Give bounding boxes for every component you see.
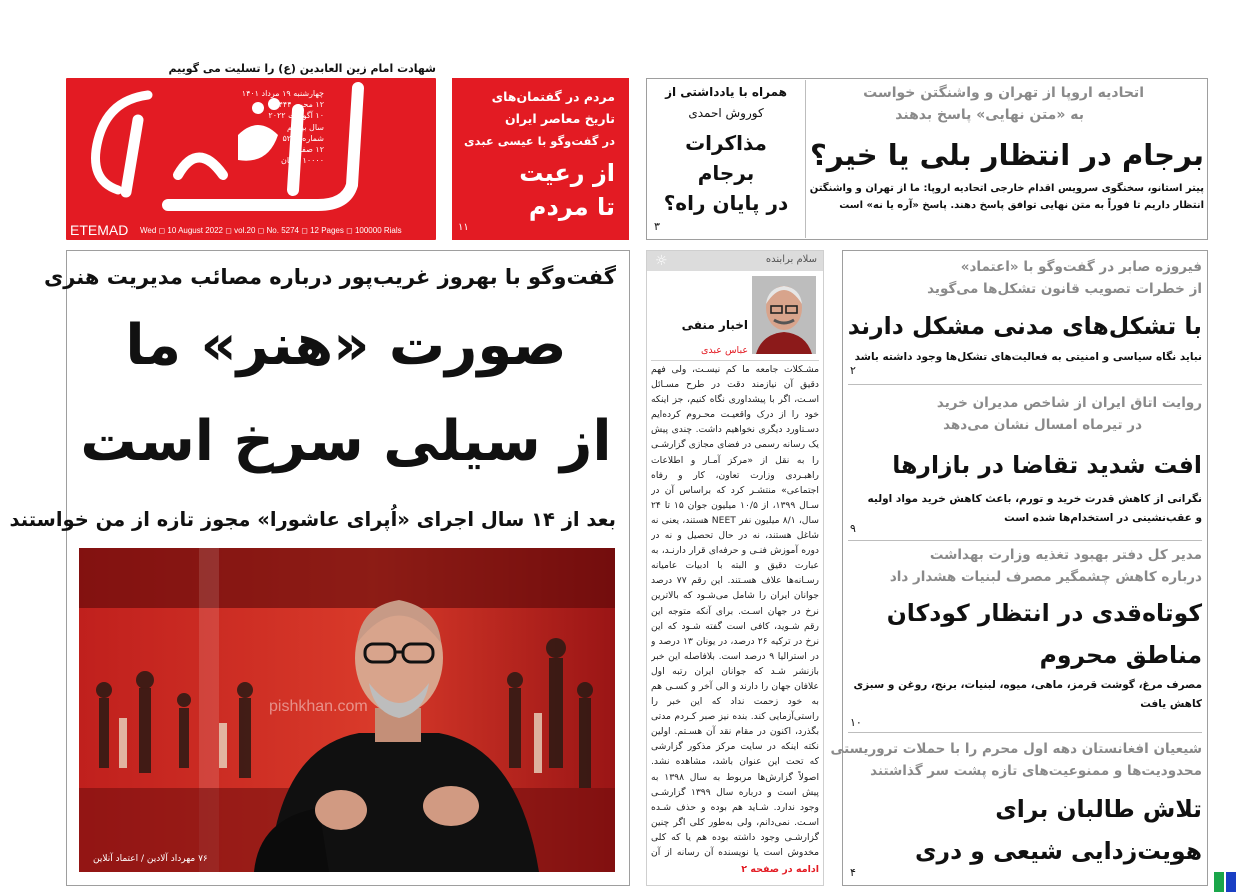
brief-item[interactable] — [848, 392, 1202, 538]
author-portrait-icon — [752, 276, 816, 354]
brief-divider — [848, 384, 1202, 385]
brief-page: ۴ — [850, 866, 856, 879]
logo-text — [84, 200, 374, 201]
issue-info-line: ۱۰۰۰۰ تومان — [281, 156, 324, 166]
promo-intro — [455, 86, 615, 152]
top-story-headline: برجام در انتظار بلی یا خیر؟ — [810, 138, 1204, 172]
brief-kicker-line: محدودیت‌ها و ممنوعیت‌های تازه پشت سر گذاشتند — [870, 763, 1202, 779]
print-mark — [1226, 872, 1236, 892]
promo-intro-line: مردم در گفتمان‌های — [491, 89, 615, 104]
brief-kicker-line: فیروزه صابر در گفت‌وگو با «اعتماد» — [960, 259, 1202, 275]
brief-kicker-line: شیعیان افغانستان دهه اول محرم را با حملات تروریستی — [830, 741, 1202, 757]
issue-info-line: سال بیستم — [286, 122, 324, 132]
brief-page: ۱۰ — [850, 716, 862, 729]
print-mark — [1214, 872, 1224, 892]
note-headline-line: در پایان راه؟ — [663, 191, 789, 215]
note-box[interactable] — [652, 82, 800, 238]
issue-info-line: شماره ۵۲۷۴ — [282, 133, 324, 143]
column-header: سلام برابنده — [765, 254, 817, 265]
top-story-kicker-line: اتحادیه اروپا از تهران و واشنگتن خواست — [863, 85, 1144, 101]
column-rule — [651, 360, 819, 361]
promo-headline-line: تا مردم — [528, 193, 615, 221]
brief-headline-line: مناطق محروم — [1039, 641, 1202, 669]
brief-kicker — [848, 392, 1202, 436]
column-body: مشـکلات جامعه ما کم نیسـت، ولی فهم دقیق آن نیازمند دقت در طرح مسـائل اسـت، اگر با پیشداوری نگاه کنیم، جز اینکه خود را از درک واقعیـت محـروم کرده‌ایم دسـتاورد دیگری نخواهیم داشت. چندی پیش یک رسانه رسمی در فضای مجازی گزارشـی را به نقل از «مرکز آمـار و اطلاعات راهبـردی وزارت تعاون، کار و رفاه اجتماعی» منتشـر کرد که براساس آن در سـال ۱۳۹۹، از ۱۰/۵ میلیون جوان ۱۵ تا ۲۴ سال، ۸/۱ میلیون نفر NEET هستند، یعنی نه شاغل هستند، نه در حال تحصیل و نه در دوره آموزش فنـی و حرفه‌ای قرار دارنـد، به عبارت دقیق و البته با ادبیات عامیانه رسـانه‌ها علاف هسـتند. این رقم ۷۷ درصد جوانان ایران را شامل می‌شـود که بالاترین نرخ در جهان اسـت. برای آنکه متوجه این رقم شـوید، کافی است گفته شـود که این نرخ در ترکیه ۲۶ درصد، در یونان ۱۳ درصد و در استرالیا ۹ درصد است. بلافاصله این خبر بازنشر شـد که جوانان ایران رتبه اول علافان جهان را دارند و الی آخر و کسـی هم به خود زحمت نداد که این خبر را راستی‌آزمایی کند. بنده نیز صبر کـردم مدتی بگذرد، اکنون در مقام نقد آن هسـتم. اولین نکته اینکه در سایت مرکز مذکور گزارشی که تحت این عنوان باشد، مشاهده نشد. اصولاً گزارش‌ها مربوط به سال ۱۳۹۸ به پیش است و درباره سال ۱۳۹۹ گزارشـی وجود ندارد. شـاید هم بوده و حذف شـده اسـت. نمی‌دانم، ولی به‌طور کلی اگر چنین گزارشـی وجود داشته بوده هم یا که کلی مخدوش است یا نویسنده آن رسانه از آن — [651, 364, 819, 858]
brief-divider — [848, 540, 1202, 541]
note-headline-line: مذاکرات — [685, 131, 767, 155]
top-box-divider — [805, 80, 806, 238]
note-kicker-line: کوروش احمدی — [688, 106, 764, 120]
brief-headline — [848, 788, 1202, 872]
column-header-bar — [647, 251, 823, 271]
top-story-kicker — [812, 82, 1204, 126]
promo-page: ۱۱ — [458, 222, 469, 233]
note-kicker — [652, 82, 800, 124]
column-title: اخبار منفی — [681, 318, 748, 332]
top-story-summary-line: انتظار داریم تا فوراً به متن نهایی توافق پاسخ دهند. پاسخ «آره یا نه» است — [839, 200, 1204, 211]
brief-headline: با تشکل‌های مدنی مشکل دارند — [847, 312, 1202, 340]
promo-box[interactable] — [452, 78, 629, 240]
brief-item[interactable] — [830, 738, 1202, 882]
promo-headline-line: از رعیت — [519, 159, 615, 187]
issue-info-line: ۱۲ محرم ۱۴۴۴ — [274, 100, 324, 110]
main-story-headline-2: از سیلی سرخ است — [80, 409, 612, 474]
brief-page: ۲ — [850, 364, 856, 377]
issue-info — [234, 88, 324, 166]
photo-watermark: pishkhan.com — [269, 698, 368, 715]
brief-summary-line: نگرانی از کاهش قدرت خرید و تورم، باعث کاهش خرید مواد اولیه — [867, 493, 1202, 505]
brief-kicker-line: از خطرات تصویب قانون تشکل‌ها می‌گوید — [927, 281, 1202, 297]
main-story-headline-1: صورت «هنر» ما — [125, 313, 567, 378]
brief-kicker-line: روایت اتاق ایران از شاخص مدیران خرید — [936, 395, 1202, 411]
column-continued[interactable]: ادامه در صفحه ۲ — [741, 864, 819, 875]
brief-headline — [848, 592, 1202, 676]
promo-intro-line: در گفت‌وگو با عیسی عبدی — [464, 134, 615, 148]
main-story-subhead: بعد از ۱۴ سال اجرای «اُپرای عاشورا» مجوز تازه از من خواستند — [9, 508, 616, 531]
issue-info-line: ۱۰ آگوست ۲۰۲۲ — [268, 111, 324, 121]
brief-divider — [848, 732, 1202, 733]
masthead-slogan: شهادت امام زین العابدین (ع) را تسلیت می گوییم — [168, 62, 436, 75]
logo — [78, 80, 378, 220]
top-story-kicker-line: به «متن نهایی» پاسخ بدهند — [895, 107, 1084, 123]
brief-item[interactable] — [848, 256, 1202, 382]
brief-summary — [848, 490, 1202, 528]
brief-page: ۹ — [850, 522, 856, 535]
note-page: ۳ — [654, 220, 660, 233]
top-story[interactable] — [809, 82, 1204, 238]
brief-headline-line: هویت‌زدایی شیعی و دری — [915, 837, 1202, 865]
issue-info-line: چهارشنبه ۱۹ مرداد ۱۴۰۱ — [241, 89, 324, 98]
logo-calligraphy-icon — [78, 80, 378, 220]
brief-headline: افت شدید تقاضا در بازارها — [892, 451, 1202, 479]
latin-name: ETEMAD — [70, 222, 129, 238]
brief-kicker-line: در تیرماه امسال نشان می‌دهد — [943, 417, 1142, 433]
author-photo — [752, 276, 816, 354]
main-story-photo[interactable] — [79, 548, 615, 872]
promo-headline — [455, 156, 615, 224]
brief-summary-line: و عقب‌نشینی در استخدام‌ها شده است — [1004, 512, 1202, 524]
brief-kicker — [848, 256, 1202, 300]
note-headline — [652, 128, 800, 218]
brief-item[interactable] — [848, 544, 1202, 728]
brief-summary: نباید نگاه سیاسی و امنیتی به فعالیت‌های تشکل‌ها وجود داشته باشد — [854, 351, 1202, 363]
note-kicker-line: همراه با یادداشتی از — [665, 85, 787, 99]
top-story-summary — [809, 180, 1204, 214]
brief-headline-line: تلاش طالبان برای — [995, 795, 1202, 823]
masthead — [66, 78, 436, 240]
brief-kicker — [848, 544, 1202, 588]
main-story-kicker: گفت‌وگو با بهروز غریب‌پور درباره مصائب مدیریت هنری — [43, 265, 616, 289]
brief-kicker-line: درباره کاهش چشمگیر مصرف لبنیات هشدار داد — [889, 569, 1202, 585]
brief-summary-line: کاهش یافت — [1140, 698, 1202, 710]
brief-headline-line: کوتاه‌قدی در انتظار کودکان — [886, 599, 1202, 627]
brief-kicker — [830, 738, 1202, 782]
promo-intro-line: تاریخ معاصر ایران — [504, 111, 615, 126]
photo-credit: ۷۶ مهرداد آلادین / اعتماد آنلاین — [93, 854, 208, 864]
brief-summary — [848, 676, 1202, 714]
sun-icon: ☼ — [655, 253, 668, 269]
top-story-summary-line: پیتر استانو، سخنگوی سرویس اقدام خارجی اتحادیه اروپا: ما از تهران و واشنگتن — [809, 183, 1204, 194]
column-author: عباس عبدی — [700, 345, 748, 356]
issue-bar: Wed ◻ 10 August 2022 ◻ vol.20 ◻ No. 5274 ◻ 12 Pages ◻ 100000 Rials — [140, 226, 402, 235]
brief-kicker-line: مدیر کل دفتر بهبود تغذیه وزارت بهداشت — [929, 547, 1202, 563]
note-headline-line: برجام — [697, 161, 755, 185]
issue-info-line: ۱۲ صفحه — [292, 145, 324, 155]
brief-summary-line: مصرف مرغ، گوشت قرمز، ماهی، میوه، لبنیات، برنج، روغن و سبزی — [853, 679, 1202, 691]
